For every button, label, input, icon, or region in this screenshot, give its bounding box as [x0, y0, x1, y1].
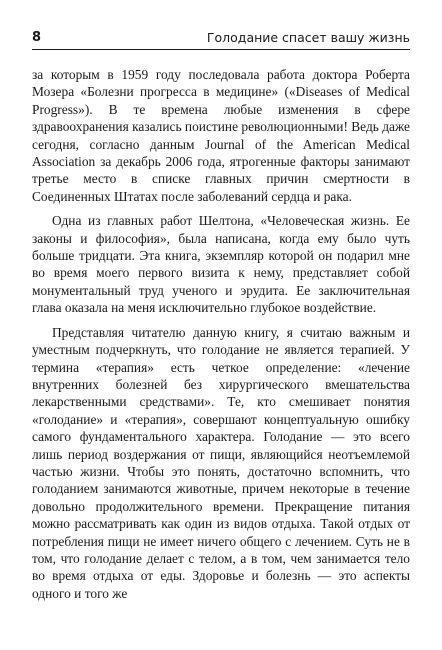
running-head — [32, 30, 410, 50]
running-title: Голодание спасет вашу жизнь — [206, 30, 410, 45]
paragraph-shelton-work: Одна из главных работ Шелтона, «Человеческая жизнь. Ее законы и философия», была написана, когда ему было чуть больше тридцати. Эта книга, экземпляр которой он подарил мне во время моего первого визита к нему, представляет собой монументальный труд ученого и эрудита. Ее заключительная глава оказала на меня исключительно глубокое воздействие. — [32, 213, 410, 316]
paragraph-continued: за которым в 1959 году последовала работа доктора Роберта Мозера «Болезни прогресса в медицине» («Diseases of Medical Progress»). В те времена любые изменения в сфере здравоохранения казались поистине революционными! Ведь даже сегодня, согласно данным Journal of the American Medical Association за декабрь 2006 года, ятрогенные факторы занимают третье место в списке главных причин смертности в Соединенных Штатах после заболеваний сердца и рака. — [32, 67, 410, 204]
page-number: 8 — [32, 30, 42, 45]
body-text — [32, 66, 410, 602]
paragraph-fasting-not-therapy: Представляя читателю данную книгу, я считаю важным и уместным подчеркнуть, что голодание не является терапией. У термина «терапия» есть четкое определение: «лечение внутренних болезней без хирургического вмешательства лекарственными средствами». Те, кто смешивает понятия «голодание» и «терапия», совершают концептуальную ошибку самого фундаментального характера. Голодание — это всего лишь период воздержания от пищи, являющийся неотъемлемой частью жизни. Чтобы это понять, достаточно вспомнить, что голоданием занимаются животные, причем некоторые в течение довольно продолжительного времени. Прекращение питания можно рассматривать как один из видов отдыха. Такой отдых от потребления пищи не имеет ничего общего с лечением. Суть не в том, что голодание делает с телом, а в том, чем занимается тело во время отдыха от еды. Здоровье и болезнь — это аспекты одного и того же — [32, 324, 410, 601]
book-page — [32, 30, 410, 602]
